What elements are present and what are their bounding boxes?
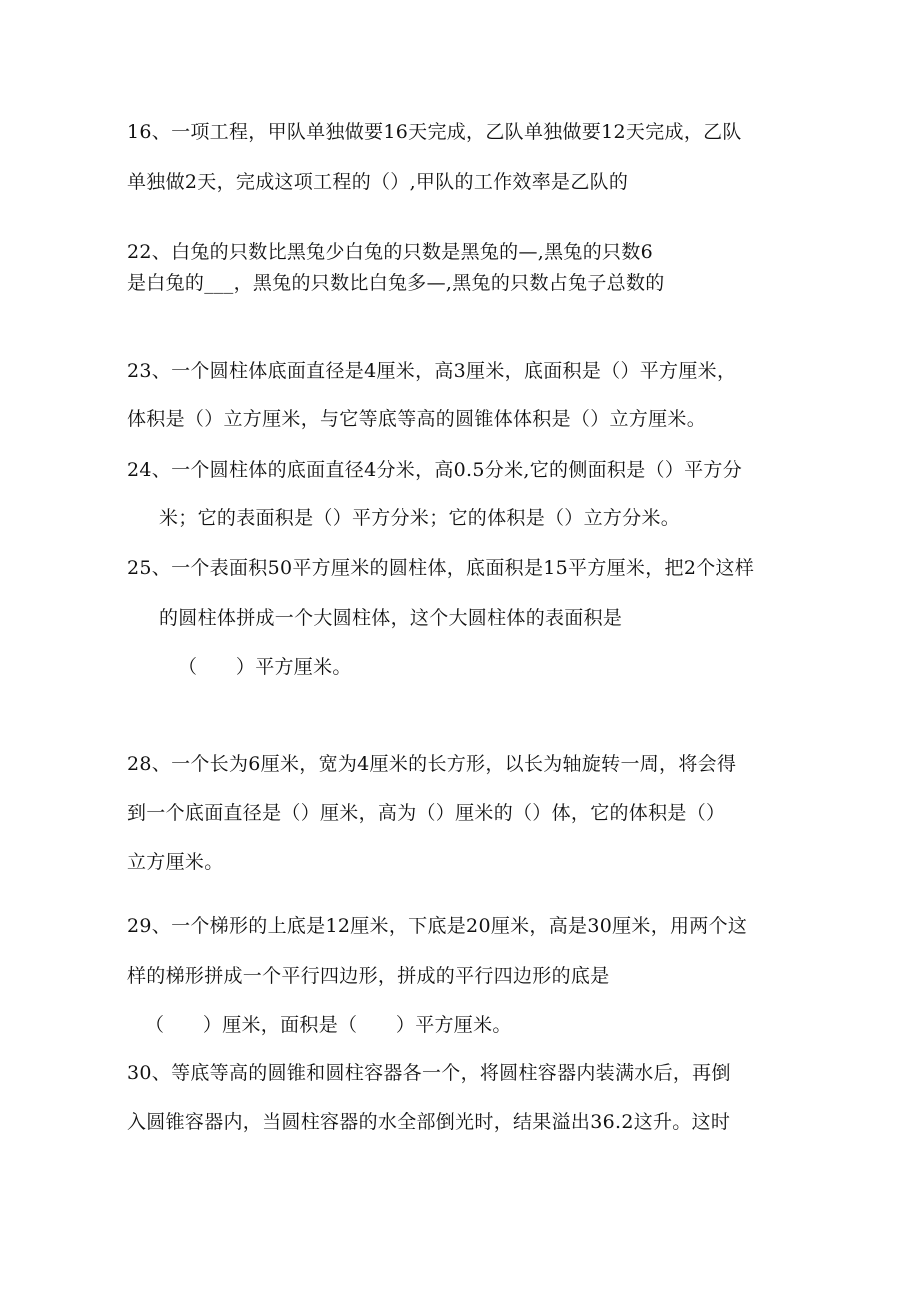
question-23-line-1: 23、一个圆柱体底面直径是4厘米，高3厘米，底面积是（）平方厘米， — [127, 360, 737, 382]
question-28-line-1: 28、一个长为6厘米，宽为4厘米的长方形，以长为轴旋转一周，将会得 — [127, 753, 737, 775]
question-24-line-2: 米；它的表面积是（）平方分米；它的体积是（）立方分米。 — [159, 507, 681, 529]
question-30-line-2: 入圆锥容器内，当圆柱容器的水全部倒光时，结果溢出36.2这升。这时 — [127, 1111, 731, 1133]
question-22-line-1: 22、白兔的只数比黑兔少白兔的只数是黑兔的—,黑兔的只数6 — [127, 241, 654, 263]
question-25-line-2: 的圆柱体拼成一个大圆柱体，这个大圆柱体的表面积是 — [159, 607, 623, 629]
question-25-line-3: （ ）平方厘米。 — [178, 656, 352, 678]
question-23-line-2: 体积是（）立方厘米，与它等底等高的圆锥体体积是（）立方厘米。 — [127, 408, 707, 430]
question-29-line-2: 样的梯形拼成一个平行四边形，拼成的平行四边形的底是 — [127, 965, 610, 987]
question-28-line-2: 到一个底面直径是（）厘米，高为（）厘米的（）体，它的体积是（） — [127, 802, 726, 824]
question-28-line-3: 立方厘米。 — [127, 851, 224, 873]
question-16-line-1: 16、一项工程，甲队单独做要16天完成，乙队单独做要12天完成，乙队 — [127, 121, 742, 143]
question-25-line-1: 25、一个表面积50平方厘米的圆柱体，底面积是15平方厘米，把2个这样 — [127, 557, 755, 579]
question-22-line-2: 是白兔的___，黑兔的只数比白兔多—,黑兔的只数占兔子总数的 — [127, 272, 665, 294]
question-29-line-1: 29、一个梯形的上底是12厘米，下底是20厘米，高是30厘米，用两个这 — [127, 915, 748, 937]
question-16-line-2: 单独做2天，完成这项工程的（）,甲队的工作效率是乙队的 — [127, 171, 629, 193]
question-29-line-3: （ ）厘米，面积是（ ）平方厘米。 — [145, 1014, 512, 1036]
question-30-line-1: 30、等底等高的圆锥和圆柱容器各一个，将圆柱容器内装满水后，再倒 — [127, 1062, 731, 1084]
question-24-line-1: 24、一个圆柱体的底面直径4分米，高0.5分米,它的侧面积是（）平方分 — [127, 459, 743, 481]
